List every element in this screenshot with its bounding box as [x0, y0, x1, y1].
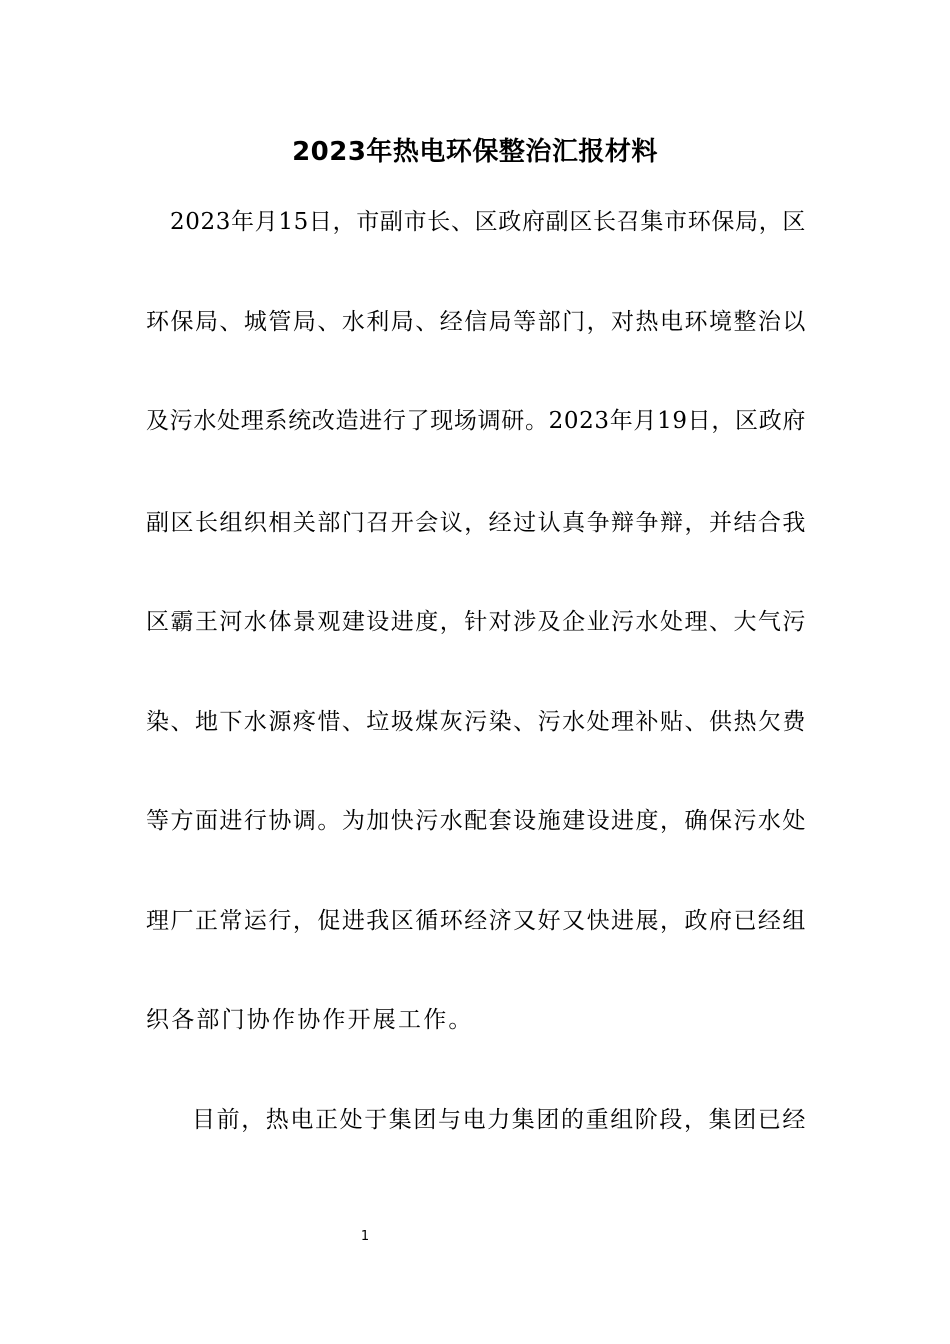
paragraph-1-line-2: 环保局、城管局、水利局、经信局等部门，对热电环境整治以 — [146, 309, 806, 335]
page-number: 1 — [360, 1229, 370, 1244]
document-title: 2023年热电环保整治汇报材料 — [292, 137, 658, 167]
paragraph-1-line-3: 及污水处理系统改造进行了现场调研。2023年月19日，区政府 — [146, 408, 806, 434]
paragraph-1-line-6: 染、地下水源疼惜、垃圾煤灰污染、污水处理补贴、供热欠费 — [146, 709, 806, 735]
paragraph-1-line-7: 等方面进行协调。为加快污水配套设施建设进度，确保污水处 — [146, 808, 806, 834]
paragraph-1-line-4: 副区长组织相关部门召开会议，经过认真争辩争辩，并结合我 — [146, 510, 806, 536]
paragraph-2-line-1: 目前，热电正处于集团与电力集团的重组阶段，集团已经 — [192, 1107, 806, 1133]
paragraph-1-line-9: 织各部门协作协作开展工作。 — [146, 1007, 474, 1033]
paragraph-1-line-5: 区霸王河水体景观建设进度，针对涉及企业污水处理、大气污 — [146, 609, 806, 635]
paragraph-1-line-1: 2023年月15日，市副市长、区政府副区长召集市环保局，区 — [170, 209, 806, 235]
paragraph-1-line-8: 理厂正常运行，促进我区循环经济又好又快进展，政府已经组 — [146, 908, 806, 934]
